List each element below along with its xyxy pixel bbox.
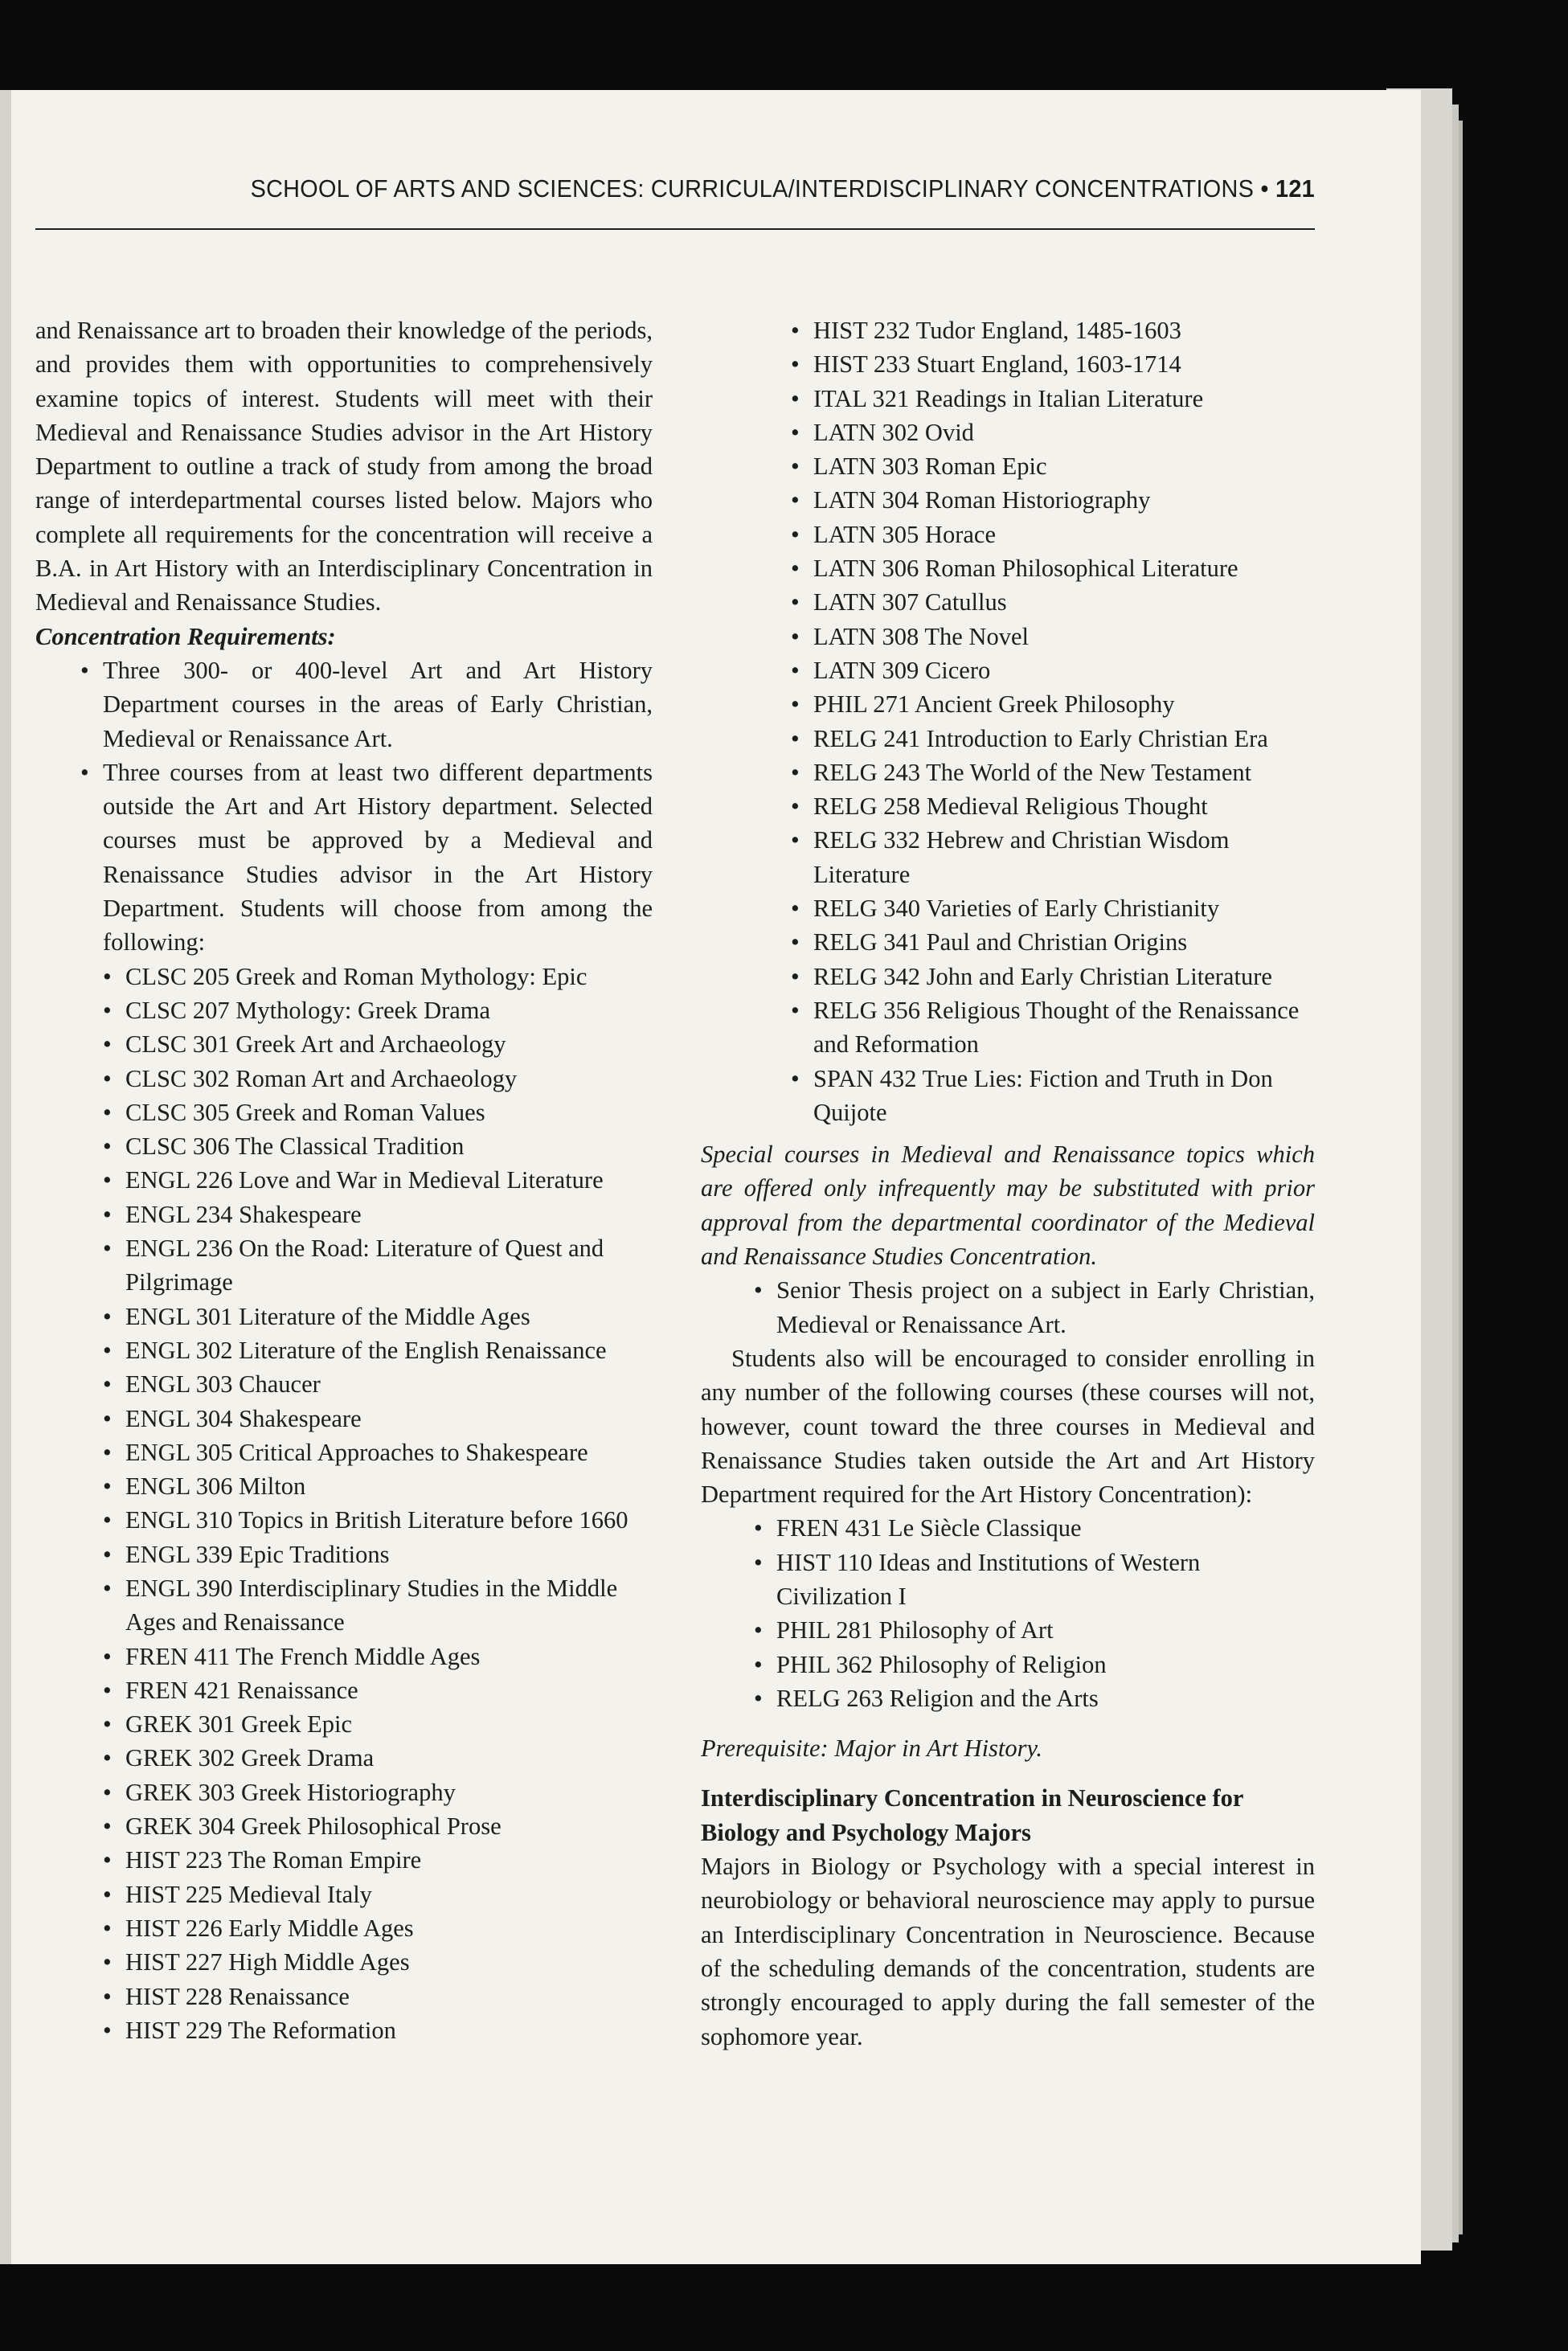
course-item: • RELG 258 Medieval Religious Thought <box>813 789 1315 823</box>
right-column <box>701 313 1315 2054</box>
course-item: • ENGL 304 Shakespeare <box>125 1402 653 1436</box>
course-item: • ENGL 390 Interdisciplinary Studies in the Middle Ages and Renaissance <box>125 1571 653 1640</box>
course-item: • HIST 228 Renaissance <box>125 1980 653 2013</box>
course-item: • ENGL 310 Topics in British Literature before 1660 <box>125 1503 653 1537</box>
book-page <box>0 90 1421 2264</box>
course-item: • RELG 241 Introduction to Early Christian Era <box>813 722 1315 756</box>
course-item: • RELG 341 Paul and Christian Origins <box>813 925 1315 959</box>
page-number: 121 <box>1275 174 1315 203</box>
course-item: • SPAN 432 True Lies: Fiction and Truth in Don Quijote <box>813 1062 1315 1130</box>
running-head <box>125 174 1315 203</box>
course-item: • ENGL 303 Chaucer <box>125 1367 653 1401</box>
course-item: • CLSC 205 Greek and Roman Mythology: Epic <box>125 960 653 993</box>
course-item: • CLSC 301 Greek Art and Archaeology <box>125 1027 653 1061</box>
special-courses-note: Special courses in Medieval and Renaissance topics which are offered only infrequently may be substituted with prior approval from the departmental coordinator of the Medieval and Renaissance Studies Concentration. <box>701 1141 1315 1271</box>
optional-course-list <box>701 1511 1315 1715</box>
course-item: • FREN 411 The French Middle Ages <box>125 1640 653 1673</box>
course-item: • LATN 309 Cicero <box>813 653 1315 687</box>
requirements-heading: Concentration Requirements: <box>35 622 336 650</box>
course-item: • LATN 302 Ovid <box>813 416 1315 449</box>
course-item: • CLSC 306 The Classical Tradition <box>125 1129 653 1163</box>
course-item: • FREN 421 Renaissance <box>125 1673 653 1707</box>
course-item: • ENGL 302 Literature of the English Renaissance <box>125 1333 653 1367</box>
course-item: • HIST 227 High Middle Ages <box>125 1945 653 1979</box>
page-spine-shadow <box>0 90 11 2264</box>
course-item: • HIST 232 Tudor England, 1485-1603 <box>813 313 1315 347</box>
course-item: • CLSC 207 Mythology: Greek Drama <box>125 993 653 1027</box>
course-item: • ENGL 236 On the Road: Literature of Quest and Pilgrimage <box>125 1231 653 1300</box>
thesis-list <box>701 1273 1315 1341</box>
course-item: • RELG 332 Hebrew and Christian Wisdom Literature <box>813 823 1315 891</box>
course-item: • GREK 301 Greek Epic <box>125 1707 653 1741</box>
course-item: • GREK 303 Greek Historiography <box>125 1776 653 1809</box>
course-item: • CLSC 305 Greek and Roman Values <box>125 1096 653 1129</box>
course-item: • ENGL 339 Epic Traditions <box>125 1538 653 1571</box>
course-item: • RELG 342 John and Early Christian Literature <box>813 960 1315 993</box>
course-item: • ENGL 234 Shakespeare <box>125 1198 653 1231</box>
left-column <box>35 313 653 2047</box>
course-item: • PHIL 362 Philosophy of Religion <box>776 1648 1315 1681</box>
course-item: • LATN 307 Catullus <box>813 585 1315 619</box>
course-item: • LATN 304 Roman Historiography <box>813 483 1315 517</box>
course-item: • RELG 356 Religious Thought of the Renaissance and Reformation <box>813 993 1315 1062</box>
requirement-item: • Three 300- or 400-level Art and Art History Department courses in the areas of Early Christian, Medieval or Renaissance Art. <box>103 653 653 756</box>
course-item: • GREK 304 Greek Philosophical Prose <box>125 1809 653 1843</box>
course-item: • RELG 243 The World of the New Testament <box>813 756 1315 789</box>
running-title: SCHOOL OF ARTS AND SCIENCES: CURRICULA/INTERDISCIPLINARY CONCENTRATIONS <box>250 174 1255 203</box>
intro-paragraph: and Renaissance art to broaden their knowledge of the periods, and provides them with opportunities to comprehensively examine topics of interest. Students will meet with their Medieval and Renaissance Studies advisor in the Art History Department to outline a track of study from among the broad range of interdepartmental courses listed below. Majors who complete all requirements for the concentration will receive a B.A. in Art History with an Interdisciplinary Concentration in Medieval and Renaissance Studies. <box>35 317 653 616</box>
requirements-list <box>35 653 653 960</box>
course-item: • HIST 223 The Roman Empire <box>125 1843 653 1877</box>
neuroscience-paragraph: Majors in Biology or Psychology with a special interest in neurobiology or behavioral neuroscience may apply to pursue an Interdisciplinary Concentration in Neuroscience. Because of the scheduling demands of the concentration, students are strongly encouraged to apply during the fall semester of the sophomore year. <box>701 1853 1315 2050</box>
course-item: • LATN 305 Horace <box>813 518 1315 551</box>
course-item: • HIST 225 Medieval Italy <box>125 1878 653 1911</box>
course-item: • LATN 306 Roman Philosophical Literature <box>813 551 1315 585</box>
prerequisite-note: Prerequisite: Major in Art History. <box>701 1735 1043 1763</box>
course-item: • LATN 308 The Novel <box>813 620 1315 653</box>
requirement-item <box>103 756 653 960</box>
course-item: • FREN 431 Le Siècle Classique <box>776 1511 1315 1545</box>
course-item: • PHIL 281 Philosophy of Art <box>776 1613 1315 1647</box>
requirement-text: Three courses from at least two different departments outside the Art and Art History department. Selected courses must be approved by a Medieval and Renaissance Studies advisor in the Art History Department. Students will choose from among the following: <box>103 758 653 956</box>
course-item: • ENGL 305 Critical Approaches to Shakespeare <box>125 1436 653 1469</box>
course-item: • HIST 229 The Reformation <box>125 2013 653 2047</box>
course-item: • ENGL 301 Literature of the Middle Ages <box>125 1300 653 1333</box>
course-item: • CLSC 302 Roman Art and Archaeology <box>125 1062 653 1096</box>
course-item: • HIST 110 Ideas and Institutions of Western Civilization I <box>776 1546 1315 1614</box>
header-rule <box>35 228 1315 230</box>
course-item: • RELG 340 Varieties of Early Christianity <box>813 891 1315 925</box>
neuroscience-heading: Interdisciplinary Concentration in Neuroscience for Biology and Psychology Majors <box>701 1784 1243 1846</box>
course-item: • LATN 303 Roman Epic <box>813 449 1315 483</box>
thesis-item: • Senior Thesis project on a subject in Early Christian, Medieval or Renaissance Art. <box>776 1273 1315 1341</box>
course-item: • RELG 263 Religion and the Arts <box>776 1681 1315 1715</box>
course-list-right <box>701 313 1315 1129</box>
course-item: • ITAL 321 Readings in Italian Literature <box>813 382 1315 416</box>
course-item: • HIST 233 Stuart England, 1603-1714 <box>813 347 1315 381</box>
header-separator: • <box>1260 174 1269 203</box>
course-item: • PHIL 271 Ancient Greek Philosophy <box>813 687 1315 721</box>
encouragement-paragraph: Students also will be encouraged to consider enrolling in any number of the following courses (these courses will not, however, count toward the three courses in Medieval and Renaissance Studies taken outside the Art and Art History Department required for the Art History Concentration): <box>701 1344 1315 1509</box>
course-list-left <box>35 960 653 2048</box>
course-item: • HIST 226 Early Middle Ages <box>125 1911 653 1945</box>
course-item: • ENGL 226 Love and War in Medieval Literature <box>125 1163 653 1197</box>
course-item: • GREK 302 Greek Drama <box>125 1741 653 1775</box>
course-item: • ENGL 306 Milton <box>125 1469 653 1503</box>
